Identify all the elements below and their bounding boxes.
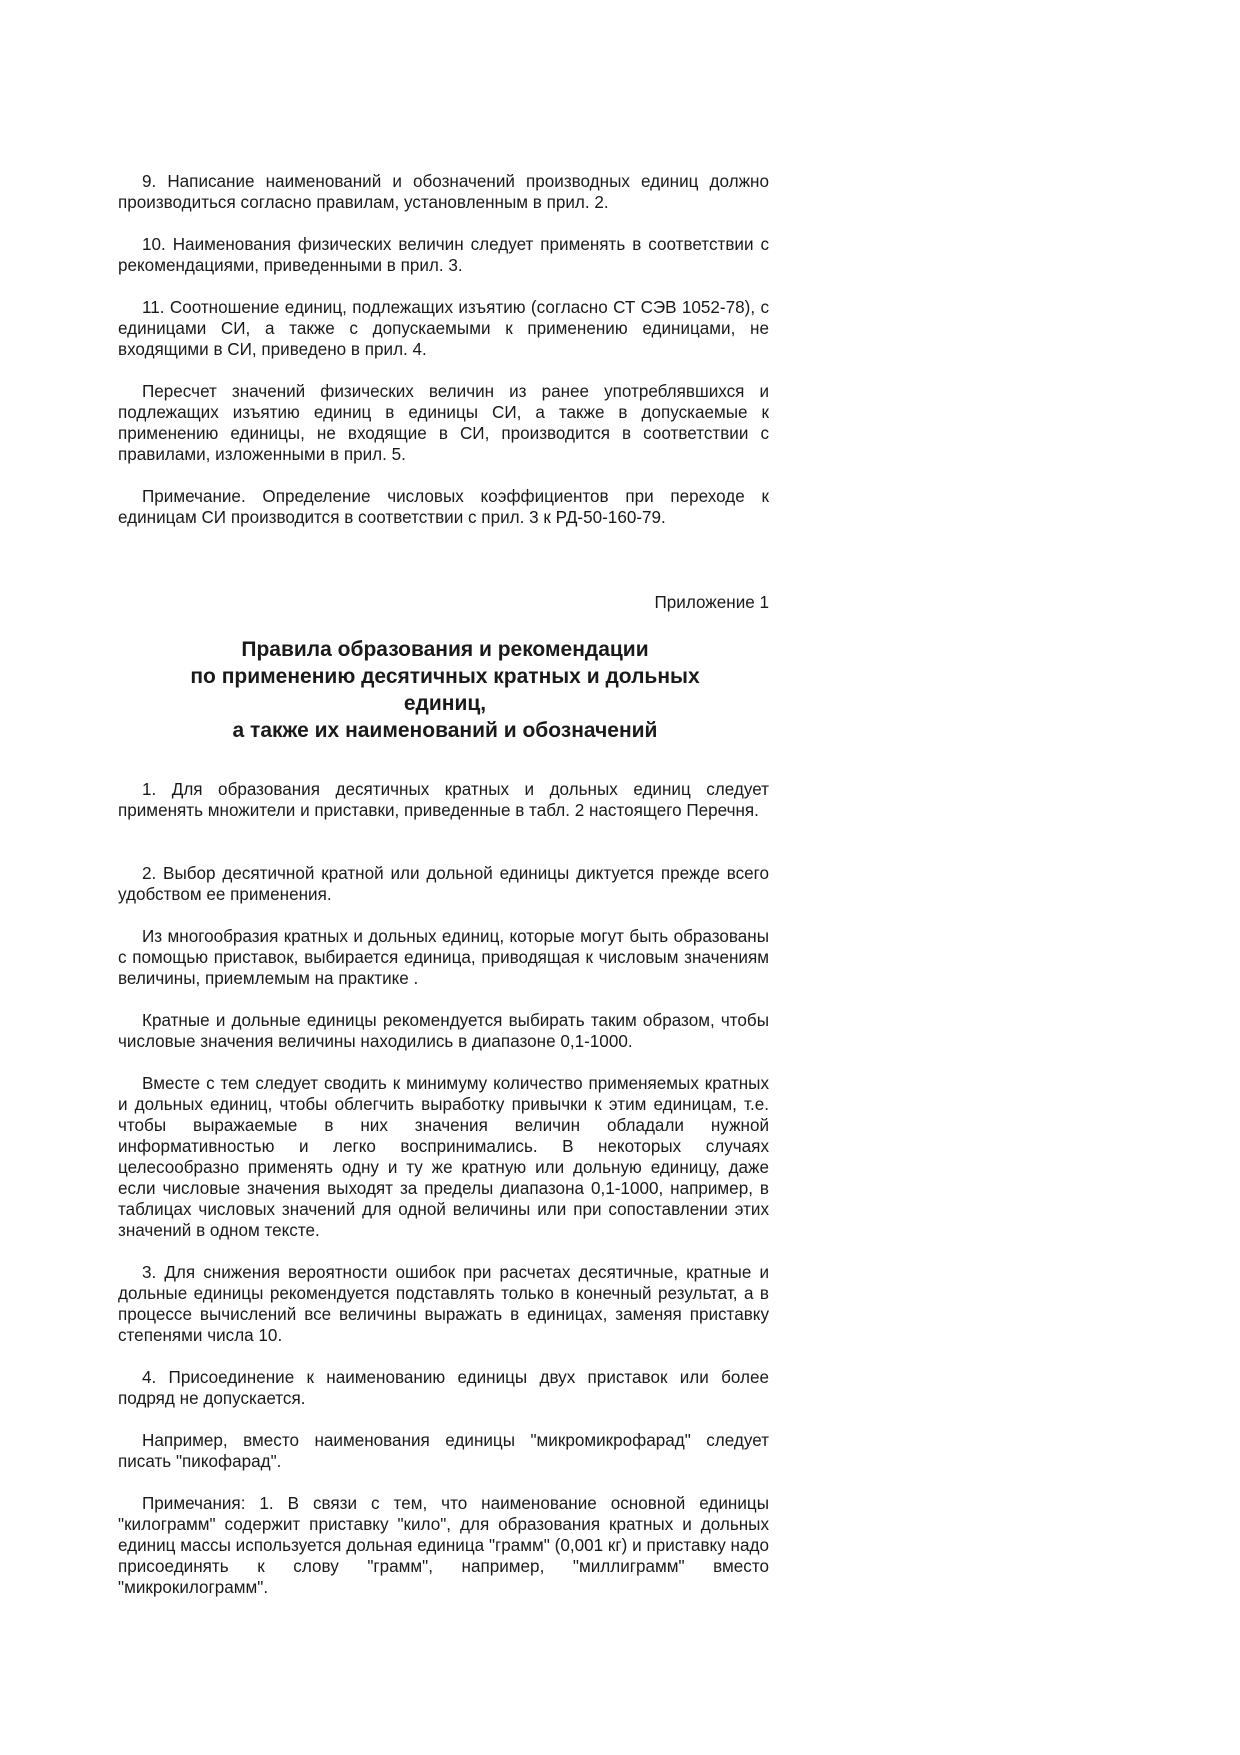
appendix-paragraph-notes: Примечания: 1. В связи с тем, что наименование основной единицы "килограмм" содержит приставку "кило", для образования кратных и дольных единиц массы используется дольная единица "грамм" (0,001 кг) и приставку надо присоединять к слову "грамм", например, "миллиграмм" вместо "микрокилограмм".	[118, 1494, 769, 1597]
appendix-paragraph-choice: Из многообразия кратных и дольных единиц, которые могут быть образованы с помощью приставок, выбирается единица, приводящая к числовым значениям величины, приемлемым на практике .	[118, 927, 769, 988]
appendix-paragraph-4: 4. Присоединение к наименованию единицы двух приставок или более подряд не допускается.	[118, 1368, 769, 1408]
appendix-title-line: по применению десятичных кратных и дольных	[190, 665, 700, 688]
appendix-paragraph-minimize: Вместе с тем следует сводить к минимуму количество применяемых кратных и дольных единиц, чтобы облегчить выработку привычки к этим единицам, т.е. чтобы выражаемые в них значения величин обладали нужной информативностью и легко воспринимались. В некоторых случаях целесообразно применять одну и ту же кратную или дольную единицу, даже если числовые значения выходят за пределы диапазона 0,1-1000, например, в таблицах числовых значений для одной величины или при сопоставлении этих значений в одном тексте.	[118, 1074, 769, 1240]
appendix-paragraph-range: Кратные и дольные единицы рекомендуется выбирать таким образом, чтобы числовые значения величины находились в диапазоне 0,1-1000.	[118, 1011, 769, 1051]
paragraph-recalculation: Пересчет значений физических величин из ранее употреблявшихся и подлежащих изъятию единиц в единицы СИ, а также в допускаемые к применению единицы, не входящие в СИ, производится в соответствии с правилами, изложенными в прил. 5.	[118, 382, 769, 464]
appendix-title-line: а также их наименований и обозначений	[232, 719, 658, 742]
paragraph-note: Примечание. Определение числовых коэффициентов при переходе к единицам СИ производится в соответствии с прил. 3 к РД-50-160-79.	[118, 487, 769, 527]
paragraph-item-11: 11. Соотношение единиц, подлежащих изъятию (согласно СТ СЭВ 1052-78), с единицами СИ, а также с допускаемыми к применению единицами, не входящими в СИ, приведено в прил. 4.	[118, 298, 769, 359]
paragraph-item-9: 9. Написание наименований и обозначений производных единиц должно производиться согласно правилам, установленным в прил. 2.	[118, 172, 769, 212]
appendix-title-line: Правила образования и рекомендации	[241, 638, 649, 661]
appendix-label: Приложение 1	[654, 593, 769, 612]
appendix-title	[140, 636, 750, 744]
appendix-paragraph-2: 2. Выбор десятичной кратной или дольной единицы диктуется прежде всего удобством ее применения.	[118, 864, 769, 904]
appendix-paragraph-3: 3. Для снижения вероятности ошибок при расчетах десятичные, кратные и дольные единицы рекомендуется подставлять только в конечный результат, а в процессе вычислений все величины выражать в единицах, заменяя приставку степенями числа 10.	[118, 1263, 769, 1345]
appendix-title-line: единиц,	[403, 692, 487, 715]
paragraph-item-10: 10. Наименования физических величин следует применять в соответствии с рекомендациями, приведенными в прил. 3.	[118, 235, 769, 275]
appendix-paragraph-1: 1. Для образования десятичных кратных и дольных единиц следует применять множители и приставки, приведенные в табл. 2 настоящего Перечня.	[118, 780, 769, 820]
appendix-paragraph-example: Например, вместо наименования единицы "микромикрофарад" следует писать "пикофарад".	[118, 1431, 769, 1471]
